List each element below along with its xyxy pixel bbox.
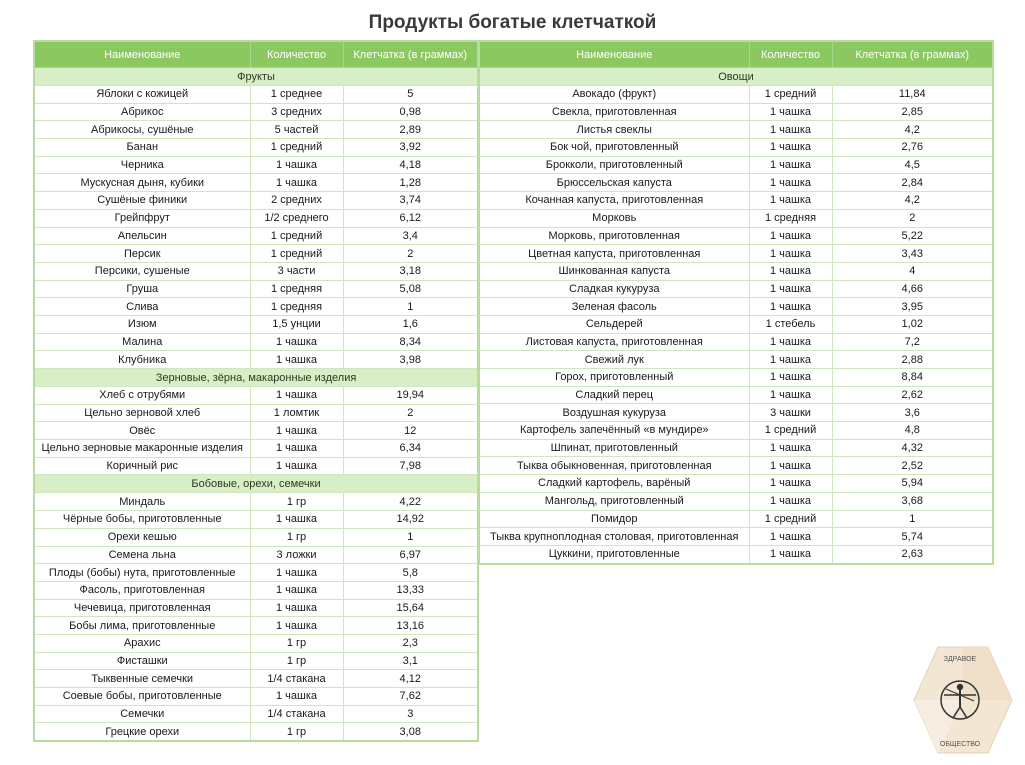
table-row — [479, 156, 993, 174]
table-row — [479, 422, 993, 440]
cell-product-name: Шинкованная капуста — [479, 262, 749, 280]
cell-fiber-grams: 8,34 — [343, 333, 478, 351]
cell-fiber-grams: 12 — [343, 422, 478, 440]
logo-top-text: ЗДРАВОЕ — [943, 656, 977, 663]
table-row — [34, 333, 478, 351]
cell-quantity: 1 средний — [749, 86, 832, 104]
cell-quantity: 1 гр — [250, 723, 343, 741]
cell-product-name: Цельно зерновые макаронные изделия — [34, 440, 250, 458]
cell-product-name: Цуккини, приготовленные — [479, 545, 749, 563]
cell-product-name: Апельсин — [34, 227, 250, 245]
cell-quantity: 1 чашка — [749, 457, 832, 475]
cell-quantity: 1 чашка — [749, 280, 832, 298]
cell-quantity: 1 чашка — [250, 422, 343, 440]
cell-quantity: 1 стебель — [749, 315, 832, 333]
cell-product-name: Листья свеклы — [479, 121, 749, 139]
cell-quantity: 1 чашка — [749, 227, 832, 245]
table-row — [479, 510, 993, 528]
table-row — [34, 139, 478, 157]
cell-product-name: Сельдерей — [479, 315, 749, 333]
cell-product-name: Банан — [34, 139, 250, 157]
cell-quantity: 1 чашка — [749, 121, 832, 139]
table-row — [479, 439, 993, 457]
table-row — [479, 351, 993, 369]
cell-quantity: 1 чашка — [749, 528, 832, 546]
cell-fiber-grams: 5,74 — [832, 528, 993, 546]
section-title: Зерновые, зёрна, макаронные изделия — [34, 369, 478, 387]
cell-product-name: Семечки — [34, 705, 250, 723]
cell-quantity: 1 ломтик — [250, 404, 343, 422]
cell-product-name: Тыквенные семечки — [34, 670, 250, 688]
table-row — [479, 209, 993, 227]
cell-quantity: 1 гр — [250, 634, 343, 652]
cell-fiber-grams: 14,92 — [343, 511, 478, 529]
cell-quantity: 1 гр — [250, 652, 343, 670]
section-title: Бобовые, орехи, семечки — [34, 475, 478, 493]
cell-quantity: 1 чашка — [250, 599, 343, 617]
cell-fiber-grams: 2 — [343, 245, 478, 263]
cell-fiber-grams: 13,33 — [343, 581, 478, 599]
cell-product-name: Персики, сушеные — [34, 262, 250, 280]
table-row — [34, 227, 478, 245]
cell-product-name: Персик — [34, 245, 250, 263]
cell-product-name: Сладкая кукуруза — [479, 280, 749, 298]
table-row — [34, 404, 478, 422]
cell-product-name: Соевые бобы, приготовленные — [34, 688, 250, 706]
table-row — [34, 86, 478, 104]
cell-quantity: 1 средний — [250, 227, 343, 245]
cell-fiber-grams: 5,8 — [343, 564, 478, 582]
cell-fiber-grams: 1,28 — [343, 174, 478, 192]
table-row — [34, 440, 478, 458]
cell-quantity: 1 чашка — [749, 245, 832, 263]
cell-product-name: Малина — [34, 333, 250, 351]
cell-quantity: 1/4 стакана — [250, 670, 343, 688]
cell-quantity: 1 чашка — [749, 192, 832, 210]
cell-quantity: 1 чашка — [749, 298, 832, 316]
cell-fiber-grams: 1 — [832, 510, 993, 528]
table-row — [34, 387, 478, 405]
cell-fiber-grams: 8,84 — [832, 369, 993, 387]
cell-fiber-grams: 3,6 — [832, 404, 993, 422]
cell-quantity: 1 средний — [749, 422, 832, 440]
table-row — [34, 493, 478, 511]
column-header-fiber: Клетчатка (в граммах) — [832, 41, 993, 68]
cell-quantity: 1 чашка — [749, 174, 832, 192]
cell-product-name: Сладкий перец — [479, 386, 749, 404]
table-row — [479, 369, 993, 387]
table-row — [479, 262, 993, 280]
table-row — [34, 528, 478, 546]
table-row — [34, 156, 478, 174]
table-row — [34, 103, 478, 121]
table-row — [479, 475, 993, 493]
table-row — [34, 705, 478, 723]
cell-product-name: Абрикосы, сушёные — [34, 121, 250, 139]
table-row — [34, 315, 478, 333]
cell-product-name: Цельно зерновой хлеб — [34, 404, 250, 422]
cell-fiber-grams: 15,64 — [343, 599, 478, 617]
section-header — [34, 475, 478, 493]
table-row — [34, 546, 478, 564]
column-header-name: Наименование — [479, 41, 749, 68]
cell-fiber-grams: 4 — [832, 262, 993, 280]
cell-fiber-grams: 5,08 — [343, 280, 478, 298]
cell-product-name: Черника — [34, 156, 250, 174]
cell-quantity: 5 частей — [250, 121, 343, 139]
cell-quantity: 1 чашка — [250, 511, 343, 529]
table-body — [34, 68, 478, 742]
cell-quantity: 3 ложки — [250, 546, 343, 564]
cell-product-name: Горох, приготовленный — [479, 369, 749, 387]
table-row — [34, 599, 478, 617]
cell-product-name: Зеленая фасоль — [479, 298, 749, 316]
cell-product-name: Арахис — [34, 634, 250, 652]
section-header — [34, 68, 478, 86]
cell-fiber-grams: 2,85 — [832, 103, 993, 121]
cell-product-name: Клубника — [34, 351, 250, 369]
cell-quantity: 1 чашка — [749, 386, 832, 404]
cell-quantity: 3 средних — [250, 103, 343, 121]
cell-quantity: 1 чашка — [749, 139, 832, 157]
table-row — [479, 404, 993, 422]
table-row — [34, 617, 478, 635]
cell-product-name: Картофель запечённый «в мундире» — [479, 422, 749, 440]
cell-fiber-grams: 4,8 — [832, 422, 993, 440]
cell-quantity: 1 чашка — [250, 333, 343, 351]
cell-fiber-grams: 2,84 — [832, 174, 993, 192]
cell-fiber-grams: 7,62 — [343, 688, 478, 706]
cell-product-name: Кочанная капуста, приготовленная — [479, 192, 749, 210]
column-header-name: Наименование — [34, 41, 250, 68]
cell-quantity: 1 чашка — [749, 156, 832, 174]
table-row — [34, 511, 478, 529]
cell-quantity: 1 чашка — [250, 351, 343, 369]
fiber-table-left — [33, 40, 479, 742]
cell-product-name: Бобы лима, приготовленные — [34, 617, 250, 635]
cell-product-name: Плоды (бобы) нута, приготовленные — [34, 564, 250, 582]
cell-quantity: 1 средняя — [749, 209, 832, 227]
cell-product-name: Тыква обыкновенная, приготовленная — [479, 457, 749, 475]
cell-quantity: 1 средняя — [250, 298, 343, 316]
cell-product-name: Изюм — [34, 315, 250, 333]
cell-fiber-grams: 3,18 — [343, 262, 478, 280]
cell-fiber-grams: 3,08 — [343, 723, 478, 741]
cell-quantity: 1 чашка — [749, 369, 832, 387]
table-body — [479, 68, 993, 564]
section-title: Овощи — [479, 68, 993, 86]
cell-quantity: 1 среднее — [250, 86, 343, 104]
cell-product-name: Свекла, приготовленная — [479, 103, 749, 121]
cell-fiber-grams: 3,92 — [343, 139, 478, 157]
table-row — [479, 492, 993, 510]
cell-product-name: Яблоки с кожицей — [34, 86, 250, 104]
cell-quantity: 1 средний — [250, 139, 343, 157]
cell-fiber-grams: 13,16 — [343, 617, 478, 635]
cell-product-name: Мускусная дыня, кубики — [34, 174, 250, 192]
cell-quantity: 1 чашка — [749, 351, 832, 369]
cell-fiber-grams: 11,84 — [832, 86, 993, 104]
cell-fiber-grams: 1 — [343, 528, 478, 546]
table-row — [34, 634, 478, 652]
table-row — [479, 245, 993, 263]
cell-product-name: Авокадо (фрукт) — [479, 86, 749, 104]
cell-fiber-grams: 3,1 — [343, 652, 478, 670]
cell-product-name: Хлеб с отрубями — [34, 387, 250, 405]
table-row — [34, 351, 478, 369]
cell-quantity: 3 части — [250, 262, 343, 280]
cell-fiber-grams: 4,12 — [343, 670, 478, 688]
cell-fiber-grams: 3,43 — [832, 245, 993, 263]
table-row — [34, 280, 478, 298]
table-row — [479, 545, 993, 563]
cell-product-name: Фасоль, приготовленная — [34, 581, 250, 599]
cell-fiber-grams: 2,62 — [832, 386, 993, 404]
cell-product-name: Морковь — [479, 209, 749, 227]
cell-product-name: Семена льна — [34, 546, 250, 564]
cell-fiber-grams: 4,2 — [832, 192, 993, 210]
cell-fiber-grams: 1,02 — [832, 315, 993, 333]
cell-product-name: Тыква крупноплодная столовая, приготовленная — [479, 528, 749, 546]
cell-quantity: 1 чашка — [250, 174, 343, 192]
cell-fiber-grams: 6,34 — [343, 440, 478, 458]
cell-fiber-grams: 3,4 — [343, 227, 478, 245]
cell-quantity: 1 чашка — [250, 387, 343, 405]
fiber-table-right — [478, 40, 994, 565]
cell-fiber-grams: 5,94 — [832, 475, 993, 493]
cell-product-name: Морковь, приготовленная — [479, 227, 749, 245]
table-row — [479, 103, 993, 121]
cell-quantity: 1/4 стакана — [250, 705, 343, 723]
cell-product-name: Брокколи, приготовленный — [479, 156, 749, 174]
cell-fiber-grams: 6,12 — [343, 209, 478, 227]
cell-quantity: 1 чашка — [250, 156, 343, 174]
cell-fiber-grams: 5,22 — [832, 227, 993, 245]
cell-product-name: Орехи кешью — [34, 528, 250, 546]
table-row — [34, 670, 478, 688]
section-header — [34, 369, 478, 387]
table-row — [34, 245, 478, 263]
cell-fiber-grams: 2,88 — [832, 351, 993, 369]
cell-quantity: 1,5 унции — [250, 315, 343, 333]
cell-fiber-grams: 1 — [343, 298, 478, 316]
cell-fiber-grams: 2 — [832, 209, 993, 227]
cell-product-name: Груша — [34, 280, 250, 298]
cell-quantity: 1 средний — [749, 510, 832, 528]
table-row — [479, 86, 993, 104]
table-row — [479, 192, 993, 210]
cell-fiber-grams: 19,94 — [343, 387, 478, 405]
cell-product-name: Сушёные финики — [34, 192, 250, 210]
cell-fiber-grams: 6,97 — [343, 546, 478, 564]
table-row — [479, 139, 993, 157]
table-header-row — [479, 41, 993, 68]
cell-fiber-grams: 3,68 — [832, 492, 993, 510]
table-row — [479, 121, 993, 139]
cell-product-name: Свежий лук — [479, 351, 749, 369]
cell-fiber-grams: 2,63 — [832, 545, 993, 563]
cell-quantity: 1 чашка — [749, 262, 832, 280]
cell-fiber-grams: 3,95 — [832, 298, 993, 316]
cell-fiber-grams: 0,98 — [343, 103, 478, 121]
cell-quantity: 1 средний — [250, 245, 343, 263]
table-row — [479, 298, 993, 316]
cell-quantity: 3 чашки — [749, 404, 832, 422]
cell-product-name: Овёс — [34, 422, 250, 440]
cell-fiber-grams: 4,2 — [832, 121, 993, 139]
cell-quantity: 1 чашка — [749, 103, 832, 121]
cell-product-name: Фисташки — [34, 652, 250, 670]
table-row — [34, 581, 478, 599]
cell-fiber-grams: 3,98 — [343, 351, 478, 369]
table-row — [34, 422, 478, 440]
cell-fiber-grams: 1,6 — [343, 315, 478, 333]
cell-quantity: 1 чашка — [749, 475, 832, 493]
table-row — [479, 333, 993, 351]
table-header-row — [34, 41, 478, 68]
cell-product-name: Миндаль — [34, 493, 250, 511]
cell-fiber-grams: 2 — [343, 404, 478, 422]
table-row — [479, 386, 993, 404]
cell-product-name: Коричный рис — [34, 457, 250, 475]
cell-fiber-grams: 4,32 — [832, 439, 993, 457]
cell-quantity: 1 чашка — [250, 688, 343, 706]
cell-product-name: Чёрные бобы, приготовленные — [34, 511, 250, 529]
cell-quantity: 1 чашка — [749, 439, 832, 457]
table-row — [34, 652, 478, 670]
table-row — [34, 192, 478, 210]
table-row — [34, 298, 478, 316]
cell-fiber-grams: 3,74 — [343, 192, 478, 210]
table-row — [34, 209, 478, 227]
table-row — [479, 227, 993, 245]
cell-fiber-grams: 2,52 — [832, 457, 993, 475]
cell-quantity: 1 гр — [250, 528, 343, 546]
cell-quantity: 1 чашка — [250, 564, 343, 582]
table-row — [479, 528, 993, 546]
cell-product-name: Помидор — [479, 510, 749, 528]
cell-fiber-grams: 3 — [343, 705, 478, 723]
cell-fiber-grams: 2,89 — [343, 121, 478, 139]
table-row — [34, 174, 478, 192]
cell-fiber-grams: 7,98 — [343, 457, 478, 475]
table-row — [34, 457, 478, 475]
section-title: Фрукты — [34, 68, 478, 86]
cell-fiber-grams: 2,3 — [343, 634, 478, 652]
cell-quantity: 2 средних — [250, 192, 343, 210]
cell-quantity: 1 чашка — [250, 440, 343, 458]
column-header-quantity: Количество — [749, 41, 832, 68]
cell-quantity: 1 чашка — [749, 492, 832, 510]
column-header-quantity: Количество — [250, 41, 343, 68]
cell-product-name: Цветная капуста, приготовленная — [479, 245, 749, 263]
table-row — [34, 262, 478, 280]
cell-quantity: 1 гр — [250, 493, 343, 511]
cell-product-name: Грейпфрут — [34, 209, 250, 227]
cell-fiber-grams: 4,22 — [343, 493, 478, 511]
cell-product-name: Брюссельская капуста — [479, 174, 749, 192]
section-header — [479, 68, 993, 86]
table-row — [479, 457, 993, 475]
cell-product-name: Листовая капуста, приготовленная — [479, 333, 749, 351]
cell-quantity: 1 чашка — [250, 617, 343, 635]
cell-quantity: 1/2 среднего — [250, 209, 343, 227]
cell-quantity: 1 чашка — [749, 333, 832, 351]
cell-product-name: Сладкий картофель, варёный — [479, 475, 749, 493]
cell-fiber-grams: 5 — [343, 86, 478, 104]
cell-product-name: Мангольд, приготовленный — [479, 492, 749, 510]
cell-fiber-grams: 4,18 — [343, 156, 478, 174]
cell-fiber-grams: 4,5 — [832, 156, 993, 174]
cell-product-name: Чечевица, приготовленная — [34, 599, 250, 617]
table-row — [34, 564, 478, 582]
vitruvian-logo — [913, 645, 1013, 755]
table-row — [34, 723, 478, 741]
cell-product-name: Слива — [34, 298, 250, 316]
cell-quantity: 1 чашка — [250, 581, 343, 599]
cell-fiber-grams: 7,2 — [832, 333, 993, 351]
cell-fiber-grams: 2,76 — [832, 139, 993, 157]
table-row — [479, 280, 993, 298]
cell-product-name: Бок чой, приготовленный — [479, 139, 749, 157]
table-row — [34, 688, 478, 706]
cell-fiber-grams: 4,66 — [832, 280, 993, 298]
table-row — [34, 121, 478, 139]
cell-product-name: Абрикос — [34, 103, 250, 121]
cell-product-name: Грецкие орехи — [34, 723, 250, 741]
page-title: Продукты богатые клетчаткой — [368, 12, 657, 33]
cell-product-name: Шпинат, приготовленный — [479, 439, 749, 457]
cell-quantity: 1 чашка — [749, 545, 832, 563]
logo-bottom-text: ОБЩЕСТВО — [939, 741, 981, 748]
column-header-fiber: Клетчатка (в граммах) — [343, 41, 478, 68]
cell-quantity: 1 чашка — [250, 457, 343, 475]
cell-quantity: 1 средняя — [250, 280, 343, 298]
table-row — [479, 315, 993, 333]
cell-product-name: Воздушная кукуруза — [479, 404, 749, 422]
table-row — [479, 174, 993, 192]
